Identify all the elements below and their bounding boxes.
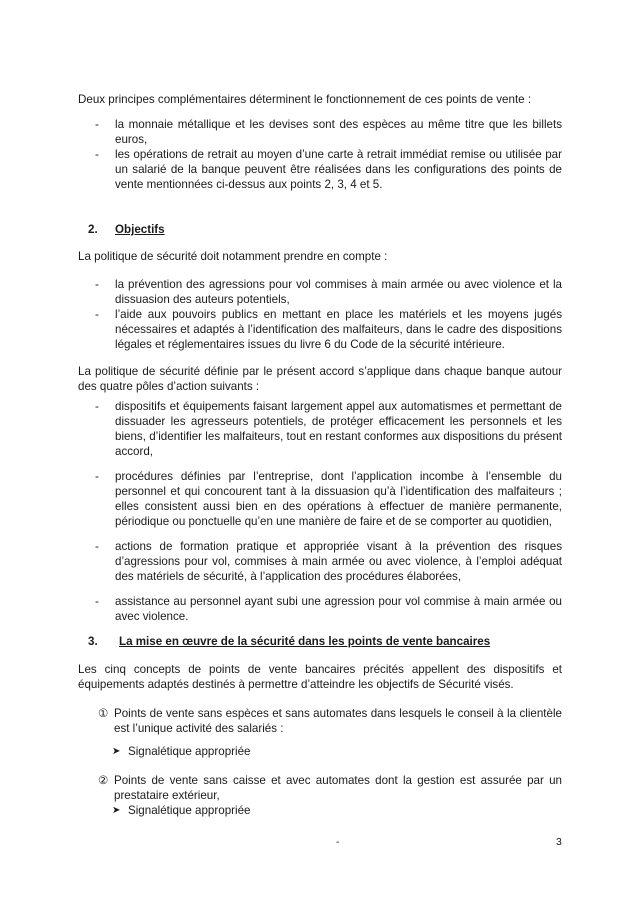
section-number: 3. xyxy=(88,635,98,648)
concept-subitem: ➤ Signalétique appropriée xyxy=(112,745,251,758)
section-heading-mise-en-oeuvre xyxy=(78,634,562,652)
footer-dash: - xyxy=(336,836,340,848)
arrow-bullet-icon: ➤ xyxy=(112,805,121,816)
section-title: La mise en œuvre de la sécurité dans les points de vente bancaires xyxy=(119,635,491,648)
dash-marker: - xyxy=(95,118,99,131)
objectives-list xyxy=(78,277,562,352)
dash-marker: - xyxy=(95,540,99,553)
list-item: - l’aide aux pouvoirs publics en mettant en place les matériels et les moyens jugés nécessaires et adaptés à l’identification des malfaiteurs, dans le cadre des dispositions légales et réglementaires issues du livre 6 du Code de la sécurité intérieure. xyxy=(95,308,562,351)
list-item: - la monnaie métallique et les devises sont des espèces au même titre que les billets euros, xyxy=(95,118,562,146)
dash-marker: - xyxy=(95,400,99,413)
concept-item: ② Points de vente sans caisse et avec automates dont la gestion est assurée par un prestataire extérieur, xyxy=(98,774,562,802)
circled-number: ① xyxy=(98,707,109,720)
dash-marker: - xyxy=(95,278,99,291)
policy-intro: La politique de sécurité définie par le présent accord s’applique dans chaque banque autour des quatre pôles d’action suivants : xyxy=(78,365,562,393)
concept-subitem: ➤ Signalétique appropriée xyxy=(112,804,251,817)
list-item: - procédures définies par l’entreprise, dont l’application incombe à l’ensemble du personnel et qui concourent tant à la dissuasion qu’à l’identification des malfaiteurs ; elles consistent aussi bien en des opérations à effectuer de manière permanente, périodique ou ponctuelle qu’en une manière de faire et de se comporter au quotidien, xyxy=(95,470,562,528)
circled-number: ② xyxy=(98,774,109,787)
document-page xyxy=(78,92,562,818)
concept-item: ① Points de vente sans espèces et sans automates dans lesquels le conseil à la clientèle est l’unique activité des salariés : xyxy=(98,707,562,735)
dash-marker: - xyxy=(95,148,99,161)
arrow-bullet-icon: ➤ xyxy=(112,746,121,757)
section-number: 2. xyxy=(88,223,98,236)
concepts-intro: Les cinq concepts de points de vente bancaires précités appellent des dispositifs et équipements adaptés destinés à permettre d’atteindre les objectifs de Sécurité visés. xyxy=(78,663,562,691)
section-heading-objectifs xyxy=(78,222,562,240)
principles-list xyxy=(78,117,562,192)
dash-marker: - xyxy=(95,595,99,608)
page-number: 3 xyxy=(556,836,562,848)
list-item: - dispositifs et équipements faisant largement appel aux automatismes et permettant de dissuader les agresseurs potentiels, de protéger efficacement les personnels et les biens, d’identifier les malfaiteurs, tout en restant conformes aux dispositions du présent accord, xyxy=(95,400,562,458)
security-intro: La politique de sécurité doit notamment prendre en compte : xyxy=(78,250,388,263)
dash-marker: - xyxy=(95,470,99,483)
dash-marker: - xyxy=(95,308,99,321)
list-item: - les opérations de retrait au moyen d’une carte à retrait immédiat remise ou utilisée par un salarié de la banque peuvent être réalisées dans les configurations des points de vente mentionnées ci-dessus aux points 2, 3, 4 et 5. xyxy=(95,148,562,191)
list-item: - assistance au personnel ayant subi une agression pour vol commise à main armée ou avec violence. xyxy=(95,595,562,623)
poles-list xyxy=(78,399,562,624)
section-title: Objectifs xyxy=(115,223,165,236)
list-item: - actions de formation pratique et appropriée visant à la prévention des risques d’agressions pour vol, commises à main armée ou avec violence, à l’emploi adéquat des matériels de sécurité, à l’application des procédures élaborées, xyxy=(95,540,562,583)
list-item: - la prévention des agressions pour vol commises à main armée ou avec violence et la dissuasion des auteurs potentiels, xyxy=(95,278,562,306)
intro-paragraph: Deux principes complémentaires déterminent le fonctionnement de ces points de vente : xyxy=(78,93,532,106)
